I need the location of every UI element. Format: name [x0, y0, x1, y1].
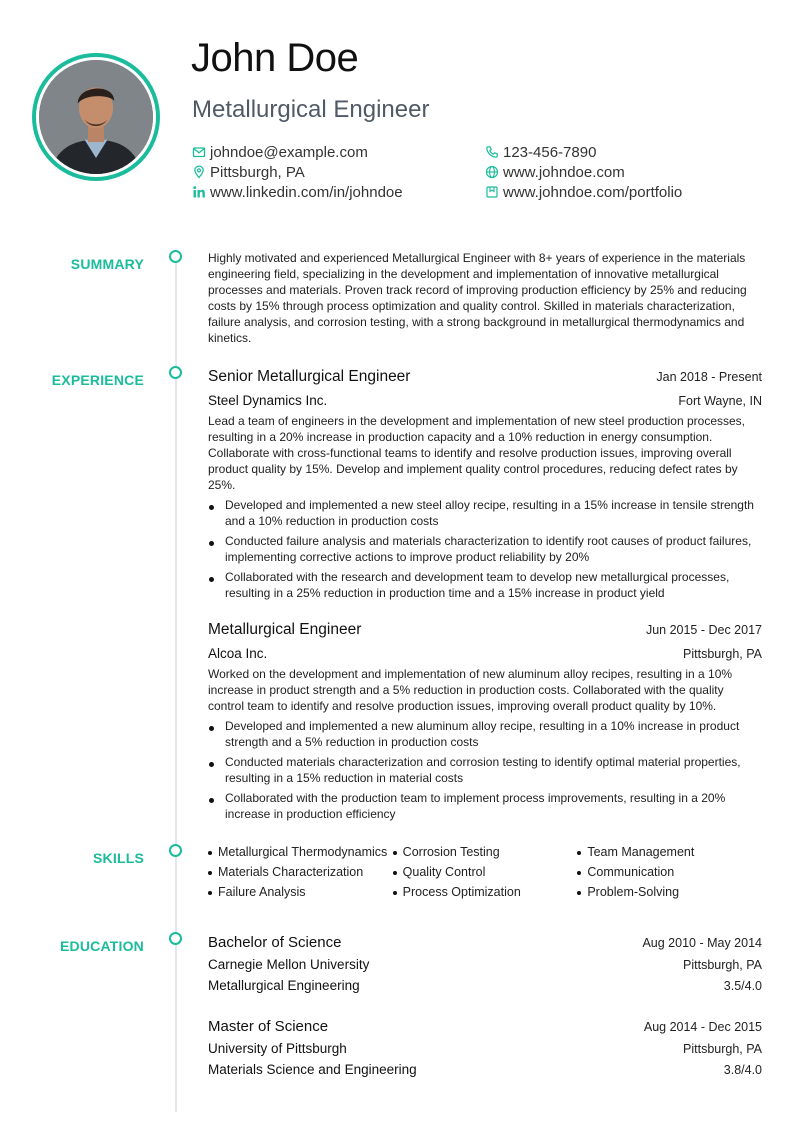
skill-item: Quality Control	[393, 864, 578, 880]
education-school: Carnegie Mellon University	[208, 957, 370, 972]
section-label-skills: SKILLS	[93, 850, 144, 866]
education-dates: Aug 2014 - Dec 2015	[643, 1020, 762, 1034]
list-item: Developed and implemented a new steel alloy recipe, resulting in a 15% increase in tensile strength and a 10% reduction in production costs	[208, 497, 762, 529]
summary-section	[208, 250, 762, 346]
contact-website[interactable]	[485, 162, 625, 182]
timeline-dot-summary	[169, 250, 182, 263]
summary-text: Highly motivated and experienced Metallurgical Engineer with 8+ years of experience in the materials engineering field, specializing in the development and implementation of innovative metallurgical processes and materials. Proven track record of improving production efficiency by 25% and reducing costs by 15% through process optimization and quality control. Skilled in materials characterization, failure analysis, and corrosion testing, with a strong background in metallurgical thermodynamics and kinetics.	[208, 251, 747, 345]
skills-column	[577, 844, 762, 904]
job-entry	[208, 621, 762, 826]
education-dates: Aug 2010 - May 2014	[642, 936, 762, 950]
education-degree: Bachelor of Science	[208, 934, 342, 951]
section-label-experience: EXPERIENCE	[51, 372, 144, 388]
skill-item: Corrosion Testing	[393, 844, 578, 860]
skill-item: Communication	[577, 864, 762, 880]
job-location: Pittsburgh, PA	[683, 647, 762, 661]
list-item: Conducted failure analysis and materials characterization to identify root causes of product failures, implementing corrective actions to improve product reliability by 20%	[208, 533, 762, 565]
candidate-name: John Doe	[191, 36, 359, 80]
education-entry	[208, 1018, 762, 1077]
list-item: Developed and implemented a new aluminum alloy recipe, resulting in a 10% increase in product strength and a 5% reduction in production costs	[208, 718, 762, 750]
phone-text[interactable]: 123-456-7890	[503, 143, 597, 161]
section-label-education: EDUCATION	[60, 938, 144, 954]
timeline-dot-experience	[169, 366, 182, 379]
contact-email[interactable]	[192, 142, 368, 162]
timeline-line	[175, 262, 177, 1112]
phone-icon	[485, 145, 499, 159]
contact-phone[interactable]	[485, 142, 596, 162]
job-dates: Jun 2015 - Dec 2017	[645, 623, 762, 637]
linkedin-icon	[192, 185, 206, 199]
location-icon	[192, 165, 206, 179]
education-location: Pittsburgh, PA	[683, 1042, 762, 1056]
timeline-dot-skills	[169, 844, 182, 857]
skills-column	[208, 844, 393, 904]
list-item: Conducted materials characterization and corrosion testing to identify optimal material properties, resulting in a 15% reduction in material costs	[208, 754, 762, 786]
job-company: Steel Dynamics Inc.	[208, 393, 328, 408]
avatar	[39, 60, 153, 174]
contact-location	[192, 162, 305, 182]
education-field: Materials Science and Engineering	[208, 1062, 417, 1077]
skill-item: Process Optimization	[393, 884, 578, 900]
education-entry	[208, 934, 762, 993]
candidate-title: Metallurgical Engineer	[192, 96, 430, 123]
job-bullets	[208, 718, 762, 822]
job-bullets	[208, 497, 762, 601]
list-item: Collaborated with the production team to implement process improvements, resulting in a 20% increase in production efficiency	[208, 790, 762, 822]
skill-item: Problem-Solving	[577, 884, 762, 900]
education-school: University of Pittsburgh	[208, 1041, 347, 1056]
email-text[interactable]: johndoe@example.com	[210, 143, 368, 161]
list-item: Collaborated with the research and development team to develop new metallurgical processes, resulting in a 25% reduction in production time and a 15% increase in product yield	[208, 569, 762, 601]
education-location: Pittsburgh, PA	[683, 958, 762, 972]
skill-item: Materials Characterization	[208, 864, 393, 880]
job-title: Senior Metallurgical Engineer	[208, 368, 411, 385]
skill-item: Metallurgical Thermodynamics	[208, 844, 393, 860]
skills-grid	[208, 844, 762, 904]
globe-icon	[485, 165, 499, 179]
mail-icon	[192, 145, 206, 159]
job-company: Alcoa Inc.	[208, 646, 268, 661]
job-dates: Jan 2018 - Present	[656, 370, 762, 384]
job-title: Metallurgical Engineer	[208, 621, 362, 638]
education-gpa: 3.5/4.0	[723, 979, 762, 993]
education-field: Metallurgical Engineering	[208, 978, 360, 993]
portfolio-icon	[485, 185, 499, 199]
timeline-dot-education	[169, 932, 182, 945]
linkedin-text[interactable]: www.linkedin.com/in/johndoe	[210, 183, 403, 201]
skill-item: Team Management	[577, 844, 762, 860]
person-photo-icon	[39, 60, 153, 174]
contact-linkedin[interactable]	[192, 182, 403, 202]
section-label-summary: SUMMARY	[70, 256, 144, 272]
avatar-frame	[32, 53, 160, 181]
skills-column	[393, 844, 578, 904]
job-description: Lead a team of engineers in the development and implementation of new steel production processes, resulting in a 20% increase in production capacity and a 10% reduction in energy consumption. Collaborate with cross-functional teams to identify and resolve production issues, improving overall product quality by 15%. Develop and implement quality control procedures, reducing defect rates by 25%.	[208, 414, 745, 492]
skill-item: Failure Analysis	[208, 884, 393, 900]
website-text[interactable]: www.johndoe.com	[503, 163, 625, 181]
education-gpa: 3.8/4.0	[723, 1063, 762, 1077]
location-text: Pittsburgh, PA	[210, 163, 305, 181]
job-location: Fort Wayne, IN	[678, 394, 762, 408]
education-degree: Master of Science	[208, 1018, 329, 1035]
job-entry	[208, 368, 762, 605]
portfolio-text[interactable]: www.johndoe.com/portfolio	[503, 183, 683, 201]
contact-portfolio[interactable]	[485, 182, 682, 202]
job-description: Worked on the development and implementation of new aluminum alloy recipes, resulting in a 10% increase in product strength and a 5% reduction in production costs. Collaborated with the quality control team to identify and resolve production issues, improving overall product quality by 10%.	[208, 667, 733, 713]
